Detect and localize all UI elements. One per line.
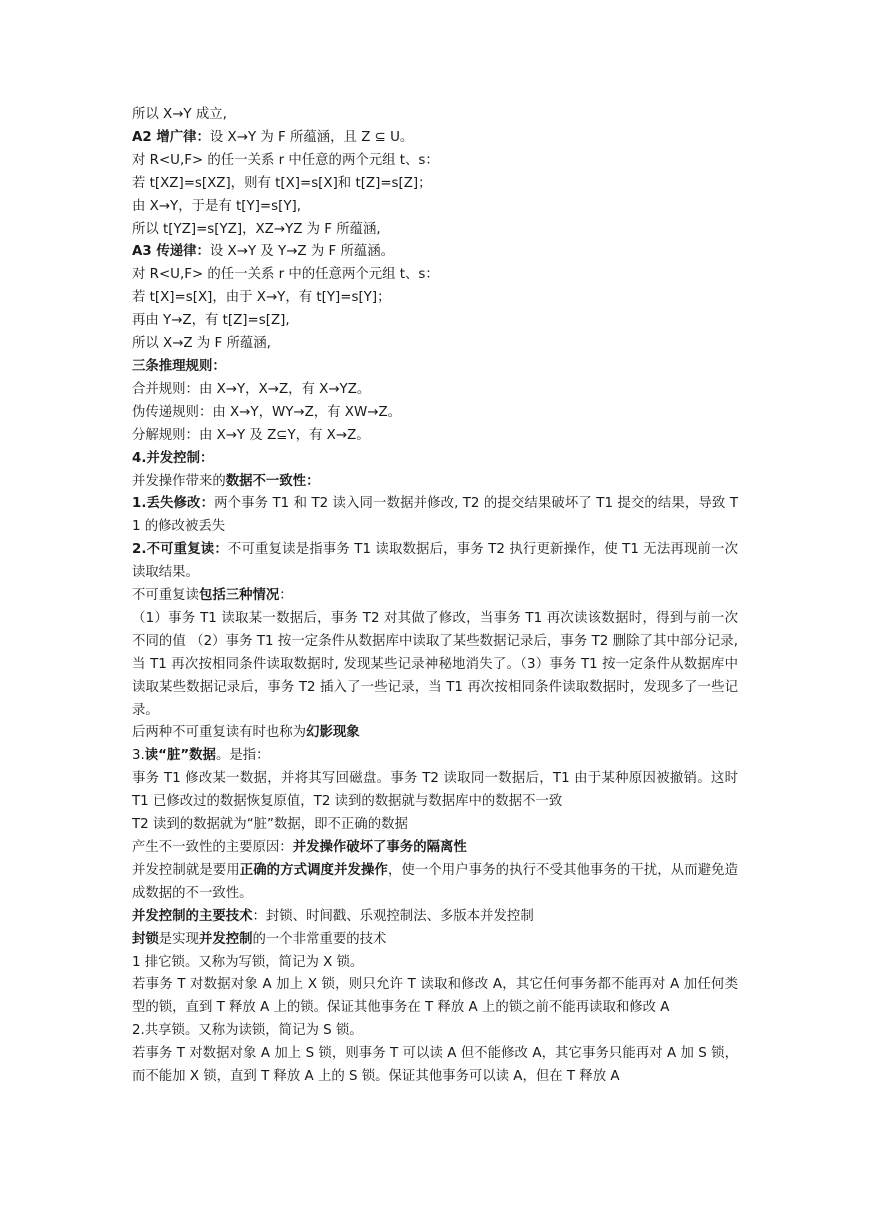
text-line [132, 127, 738, 150]
text-line [132, 173, 738, 196]
text-line [132, 585, 738, 608]
paragraph [132, 860, 738, 906]
body-text: 设 X→Y 及 Y→Z 为 F 所蕴涵。 [209, 244, 395, 260]
body-text: 所以 t[YZ]=s[YZ]，XZ→YZ 为 F 所蕴涵, [132, 221, 381, 237]
body-text: 若事务 T 对数据对象 A 加上 S 锁，则事务 T 可以读 A 但不能修改 A，其它事务只能再对 A 加 S 锁，而不能加 X 锁，直到 T 释放 A 上的 S 锁。保证其他事务可以读 A，但在 T 释放 A [132, 1046, 738, 1085]
paragraph [132, 493, 738, 539]
bold-text: 正确的方式调度并发操作 [239, 862, 388, 878]
body-text: 由 X→Y，于是有 t[Y]=s[Y], [132, 198, 301, 214]
body-text: 对 R<U,F> 的任一关系 r 中的任意两个元组 t、s： [132, 267, 439, 283]
bold-text: 数据不一致性： [225, 473, 320, 489]
body-text: 。是指： [215, 748, 270, 764]
body-text: ：封锁、时间戳、乐观控制法、多版本并发控制 [252, 908, 534, 924]
bold-text: 封锁 [132, 931, 159, 947]
text-line [132, 104, 738, 127]
text-line [132, 333, 738, 356]
body-text: 不可重复读 [132, 588, 199, 604]
text-line [132, 906, 738, 929]
body-text: 若 t[XZ]=s[XZ]，则有 t[X]=s[X]和 t[Z]=s[Z]； [132, 175, 432, 191]
text-line [132, 264, 738, 287]
bold-text: 包括三种情况 [198, 588, 280, 604]
body-text: 再由 Y→Z，有 t[Z]=s[Z], [132, 313, 290, 329]
bold-text: 读“脏”数据 [144, 748, 216, 764]
body-text: 若 t[X]=s[X]，由于 X→Y，有 t[Y]=s[Y]； [132, 290, 391, 306]
text-line [132, 219, 738, 242]
text-line [132, 952, 738, 975]
body-text: 2.共享锁。又称为读锁，简记为 S 锁。 [132, 1023, 363, 1039]
paragraph [132, 974, 738, 1020]
body-text: ，使一个用户事务的执行不受其他事务的干扰，从而避免造成数据的不一致性。 [132, 862, 739, 901]
text-line [132, 379, 738, 402]
body-text: 不可重复读是指事务 T1 读取数据后，事务 T2 执行更新操作，使 T1 无法再现前一次读取结果。 [132, 542, 739, 581]
body-text: 产生不一致性的主要原因： [132, 840, 293, 855]
bold-text: 4.并发控制： [132, 450, 214, 466]
bold-text: 2.不可重复读： [132, 542, 228, 558]
text-line [132, 1020, 738, 1043]
text-line [132, 287, 738, 310]
text-line [132, 150, 738, 173]
text-line [132, 402, 738, 425]
body-text: 所以 X→Z 为 F 所蕴涵, [132, 336, 271, 352]
body-text: 伪传递规则：由 X→Y，WY→Z，有 XW→Z。 [132, 404, 402, 420]
paragraph [132, 539, 738, 585]
text-line [132, 356, 738, 379]
bold-text: A3 传递律： [132, 244, 210, 260]
body-text: 的一个非常重要的技术 [252, 931, 387, 947]
body-text: （1）事务 T1 读取某一数据后，事务 T2 对其做了修改，当事务 T1 再次读该数据时，得到与前一次不同的值 （2）事务 T1 按一定条件从数据库中读取了某些数据记录后，事务 T2 删除了其中部分记录, 当 T1 再次按相同条件读取数据时, 发现某些记录神秘地消失了。（3）事务 T1 按一定条件从数据库中读取某些数据记录后，事务 T2 插入了一些记录，当 T1 再次按相同条件读取数据时，发现多了一些记录。 [132, 610, 738, 718]
body-text: 设 X→Y 为 F 所蕴涵，且 Z ⊆ U。 [209, 129, 414, 145]
text-line [132, 196, 738, 219]
body-text: 若事务 T 对数据对象 A 加上 X 锁，则只允许 T 读取和修改 A，其它任何事务都不能再对 A 加任何类型的锁，直到 T 释放 A 上的锁。保证其他事务在 T 释放 A 上的锁之前不能再读取和修改 A [132, 977, 738, 1016]
body-text: 是实现 [158, 931, 199, 947]
text-line [132, 745, 738, 768]
text-line [132, 310, 738, 333]
text-line [132, 814, 738, 837]
bold-text: 1.丢失修改： [132, 496, 215, 512]
body-text: 1 排它锁。又称为写锁，简记为 X 锁。 [132, 954, 364, 970]
body-text: ： [279, 588, 293, 604]
body-text: 分解规则：由 X→Y 及 Z⊆Y，有 X→Z。 [132, 427, 370, 443]
body-text: 后两种不可重复读有时也称为 [132, 725, 307, 741]
text-line [132, 722, 738, 745]
body-text: 对 R<U,F> 的任一关系 r 中任意的两个元组 t、s： [132, 152, 439, 168]
bold-text: 并发控制的主要技术 [132, 908, 253, 924]
paragraph [132, 1043, 738, 1089]
body-text: 并发控制就是要用 [132, 862, 240, 878]
paragraph [132, 608, 738, 723]
bold-text: 并发控制 [198, 931, 253, 947]
body-text: 两个事务 T1 和 T2 读入同一数据并修改, T2 的提交结果破坏了 T1 提交的结果，导致 T1 的修改被丢失 [132, 496, 738, 535]
text-line [132, 241, 738, 264]
bold-text: A2 增广律： [132, 129, 210, 145]
body-text: 合并规则：由 X→Y，X→Z，有 X→YZ。 [132, 381, 371, 397]
bold-text: 幻影现象 [306, 725, 360, 741]
body-text: 3. [132, 748, 145, 764]
bold-text: 并发操作破坏了事务的隔离性 [292, 840, 467, 855]
paragraph [132, 768, 738, 814]
bold-text: 三条推理规则： [132, 358, 226, 374]
text-line [132, 448, 738, 471]
body-text: 事务 T1 修改某一数据，并将其写回磁盘。事务 T2 读取同一数据后，T1 由于某种原因被撤销。这时 T1 已修改过的数据恢复原值，T2 读到的数据就与数据库中的数据不一致 [132, 771, 738, 810]
body-text: 并发操作带来的 [132, 473, 226, 489]
text-line [132, 929, 738, 952]
text-line [132, 471, 738, 494]
text-line [132, 837, 738, 860]
document-body [132, 104, 738, 1089]
text-line [132, 425, 738, 448]
body-text: T2 读到的数据就为“脏”数据，即不正确的数据 [132, 817, 408, 833]
body-text: 所以 X→Y 成立, [132, 107, 227, 122]
